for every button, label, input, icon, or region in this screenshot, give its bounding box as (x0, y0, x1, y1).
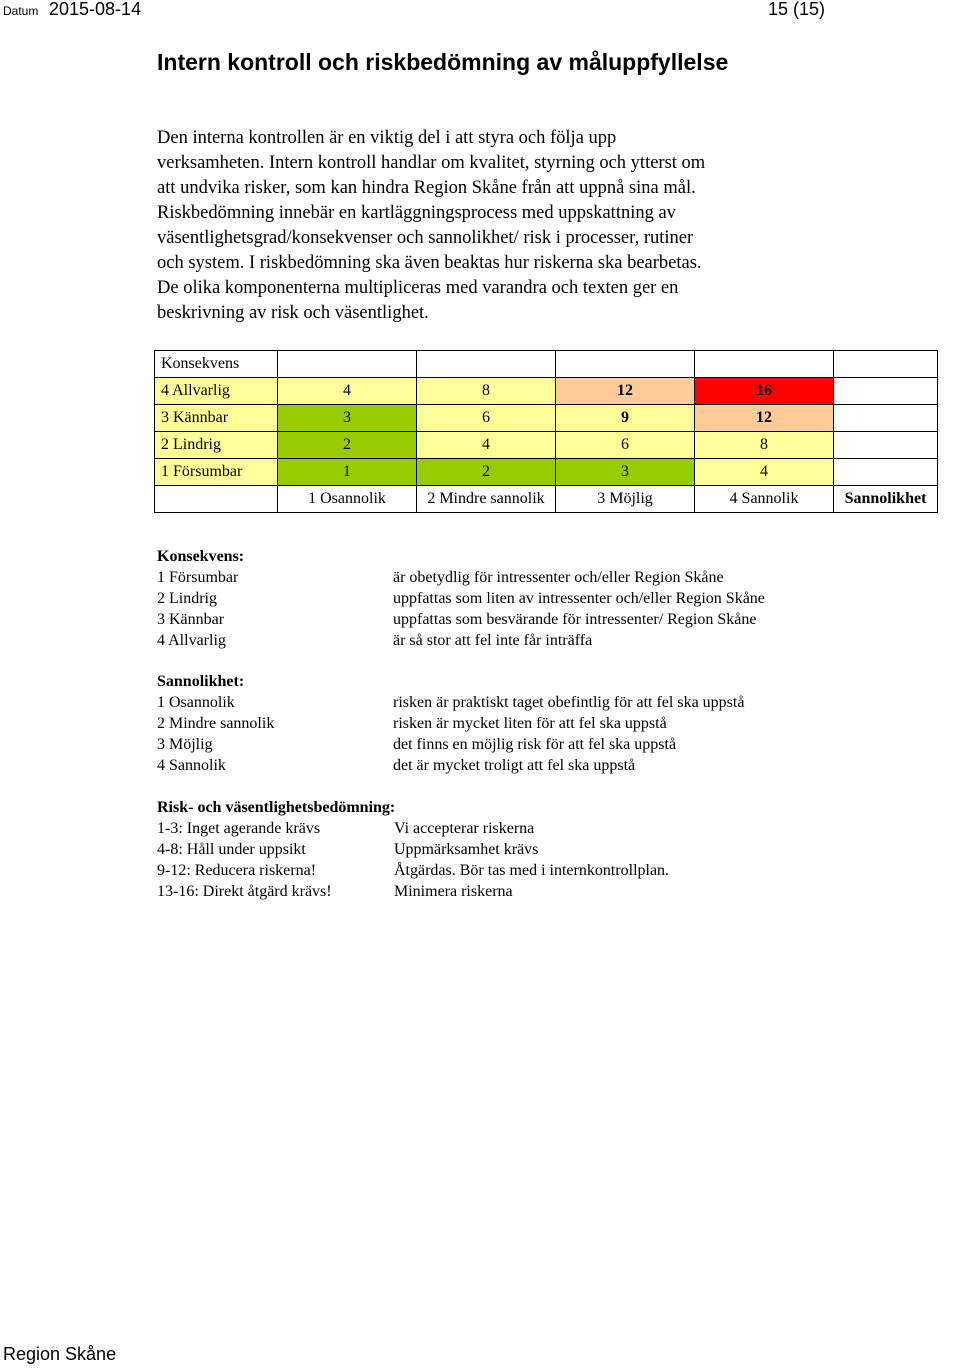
definition-term: 1 Osannolik (157, 694, 235, 711)
matrix-row-label: 1 Försumbar (155, 459, 278, 486)
definition-desc: Åtgärdas. Bör tas med i internkontrollplan. (394, 862, 670, 879)
definition-row (157, 860, 670, 881)
risk-section (157, 797, 670, 902)
definition-term: 4-8: Håll under uppsikt (157, 841, 306, 858)
intro-line: verksamheten. Intern kontroll handlar om kvalitet, styrning och ytterst om (157, 153, 706, 173)
matrix-cell: 8 (695, 432, 834, 459)
matrix-cell-empty (834, 432, 938, 459)
section-heading: Sannolikhet: (157, 673, 245, 690)
matrix-header-row (155, 351, 938, 378)
definition-desc: risken är mycket liten för att fel ska uppstå (393, 715, 667, 732)
definition-desc: Uppmärksamhet krävs (394, 841, 539, 858)
matrix-column-label: 2 Mindre sannolik (417, 486, 556, 513)
header-page-number: 15 (15) (768, 0, 826, 19)
matrix-cell-empty (155, 486, 278, 513)
definition-row (157, 713, 667, 734)
matrix-row (155, 405, 938, 432)
definition-desc: uppfattas som liten av intressenter och/eller Region Skåne (393, 590, 765, 607)
matrix-cell: 12 (695, 405, 834, 432)
intro-line: beskrivning av risk och väsentlighet. (157, 303, 429, 323)
definition-desc: risken är praktiskt taget obefintlig för att fel ska uppstå (393, 694, 745, 711)
definition-term: 3 Kännbar (157, 611, 225, 628)
matrix-cell: 2 (278, 432, 417, 459)
definition-desc: uppfattas som besvärande för intressenter/ Region Skåne (393, 611, 757, 628)
matrix-cell: 4 (417, 432, 556, 459)
sannolikhet-section (157, 671, 745, 776)
matrix-row-label: 3 Kännbar (155, 405, 278, 432)
definition-row (157, 588, 765, 609)
definition-row (157, 734, 677, 755)
definition-row (157, 567, 724, 588)
definition-row (157, 881, 513, 902)
definition-desc: det är mycket troligt att fel ska uppstå (393, 757, 636, 774)
intro-line: väsentlighetsgrad/konsekvenser och sannolikhet/ risk i processer, rutiner (157, 228, 694, 248)
definition-row (157, 630, 593, 651)
section-heading: Risk- och väsentlighetsbedömning: (157, 799, 396, 816)
definition-term: 4 Allvarlig (157, 632, 226, 649)
definition-desc: Vi accepterar riskerna (394, 820, 535, 837)
definition-row (157, 755, 636, 776)
intro-line: Den interna kontrollen är en viktig del i att styra och följa upp (157, 128, 617, 148)
intro-line: och system. I riskbedömning ska även beaktas hur riskerna ska bearbetas. (157, 253, 702, 273)
intro-paragraph (157, 126, 857, 326)
matrix-cell: 6 (556, 432, 695, 459)
matrix-cell-empty (556, 351, 695, 378)
matrix-cell: 2 (417, 459, 556, 486)
definition-term: 2 Lindrig (157, 590, 217, 607)
matrix-cell: 9 (556, 405, 695, 432)
matrix-cell: 1 (278, 459, 417, 486)
matrix-axis-label: Sannolikhet (834, 486, 938, 513)
intro-line: Riskbedömning innebär en kartläggningsprocess med uppskattning av (157, 203, 676, 223)
definition-row (157, 609, 757, 630)
matrix-cell: 6 (417, 405, 556, 432)
risk-matrix (154, 350, 938, 513)
matrix-row (155, 432, 938, 459)
matrix-cell: 4 (278, 378, 417, 405)
matrix-column-label: 4 Sannolik (695, 486, 834, 513)
definition-row (157, 818, 535, 839)
matrix-column-label: 1 Osannolik (278, 486, 417, 513)
matrix-row-label: 2 Lindrig (155, 432, 278, 459)
matrix-row (155, 378, 938, 405)
intro-line: att undvika risker, som kan hindra Region Skåne från att uppnå sina mål. (157, 178, 696, 198)
konsekvens-section (157, 546, 765, 651)
definition-term: 2 Mindre sannolik (157, 715, 275, 732)
matrix-cell-empty (834, 378, 938, 405)
matrix-cell-empty (834, 351, 938, 378)
definition-desc: det finns en möjlig risk för att fel ska uppstå (393, 736, 677, 753)
definition-term: 9-12: Reducera riskerna! (157, 862, 317, 879)
matrix-cell: 12 (556, 378, 695, 405)
section-heading: Konsekvens: (157, 548, 245, 565)
footer-organisation: Region Skåne (3, 1344, 117, 1364)
matrix-cell: 3 (556, 459, 695, 486)
matrix-corner-label: Konsekvens (155, 351, 278, 378)
matrix-cell: 3 (278, 405, 417, 432)
definition-term: 4 Sannolik (157, 757, 226, 774)
header-date: 2015-08-14 (49, 0, 142, 19)
matrix-row (155, 459, 938, 486)
matrix-cell: 8 (417, 378, 556, 405)
definition-desc: är så stor att fel inte får inträffa (393, 632, 593, 649)
definition-desc: Minimera riskerna (394, 883, 513, 900)
matrix-cell: 4 (695, 459, 834, 486)
definition-term: 1 Försumbar (157, 569, 239, 586)
matrix-row-label: 4 Allvarlig (155, 378, 278, 405)
matrix-cell-empty (695, 351, 834, 378)
page-title: Intern kontroll och riskbedömning av måluppfyllelse (157, 49, 729, 75)
matrix-column-label: 3 Möjlig (556, 486, 695, 513)
intro-line: De olika komponenterna multipliceras med varandra och texten ger en (157, 278, 679, 298)
matrix-cell-empty (278, 351, 417, 378)
definition-term: 1-3: Inget agerande krävs (157, 820, 321, 837)
matrix-cell-empty (834, 459, 938, 486)
definition-row (157, 692, 745, 713)
definition-term: 3 Möjlig (157, 736, 213, 753)
matrix-column-label-row (155, 486, 938, 513)
definition-row (157, 839, 539, 860)
header-datum-label: Datum (3, 4, 39, 18)
matrix-cell: 16 (695, 378, 834, 405)
definition-term: 13-16: Direkt åtgärd krävs! (157, 883, 332, 900)
matrix-cell-empty (834, 405, 938, 432)
matrix-cell-empty (417, 351, 556, 378)
definition-desc: är obetydlig för intressenter och/eller Region Skåne (393, 569, 724, 586)
